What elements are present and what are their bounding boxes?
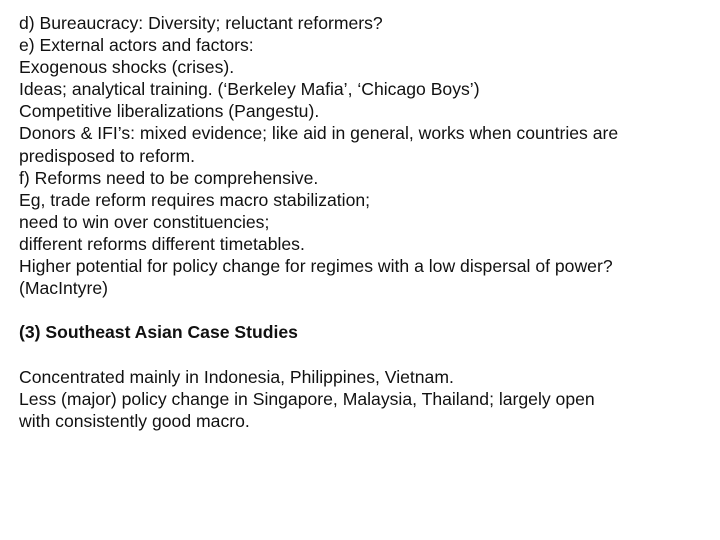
- spacer: [19, 299, 709, 321]
- spacer: [19, 343, 709, 365]
- policy-change-question-line: Higher potential for policy change for regimes with a low dispersal of power?: [19, 256, 613, 277]
- constituencies-line: need to win over constituencies;: [19, 211, 270, 232]
- external-actors-line: e) External actors and factors:: [19, 35, 254, 56]
- section-heading: (3) Southeast Asian Case Studies: [19, 322, 298, 343]
- competitive-liberalizations-line: Competitive liberalizations (Pangestu).: [19, 101, 320, 122]
- donors-ifis-continuation-line: predisposed to reform.: [19, 145, 196, 166]
- macintyre-citation-line: (MacIntyre): [19, 278, 108, 299]
- ideas-training-line: Ideas; analytical training. (‘Berkeley Mafia’, ‘Chicago Boys’): [19, 79, 480, 100]
- good-macro-line: with consistently good macro.: [19, 410, 250, 431]
- timetables-line: different reforms different timetables.: [19, 233, 305, 254]
- trade-reform-line: Eg, trade reform requires macro stabilization;: [19, 189, 371, 210]
- slide-text-body: [19, 12, 709, 432]
- concentrated-countries-line: Concentrated mainly in Indonesia, Philippines, Vietnam.: [19, 366, 454, 387]
- donors-ifis-line: Donors & IFI’s: mixed evidence; like aid in general, works when countries are: [19, 123, 619, 144]
- bureaucracy-line: d) Bureaucracy: Diversity; reluctant reformers?: [19, 13, 383, 33]
- exogenous-shocks-line: Exogenous shocks (crises).: [19, 57, 235, 78]
- less-policy-change-line: Less (major) policy change in Singapore, Malaysia, Thailand; largely open: [19, 388, 595, 409]
- reforms-comprehensive-line: f) Reforms need to be comprehensive.: [19, 167, 319, 188]
